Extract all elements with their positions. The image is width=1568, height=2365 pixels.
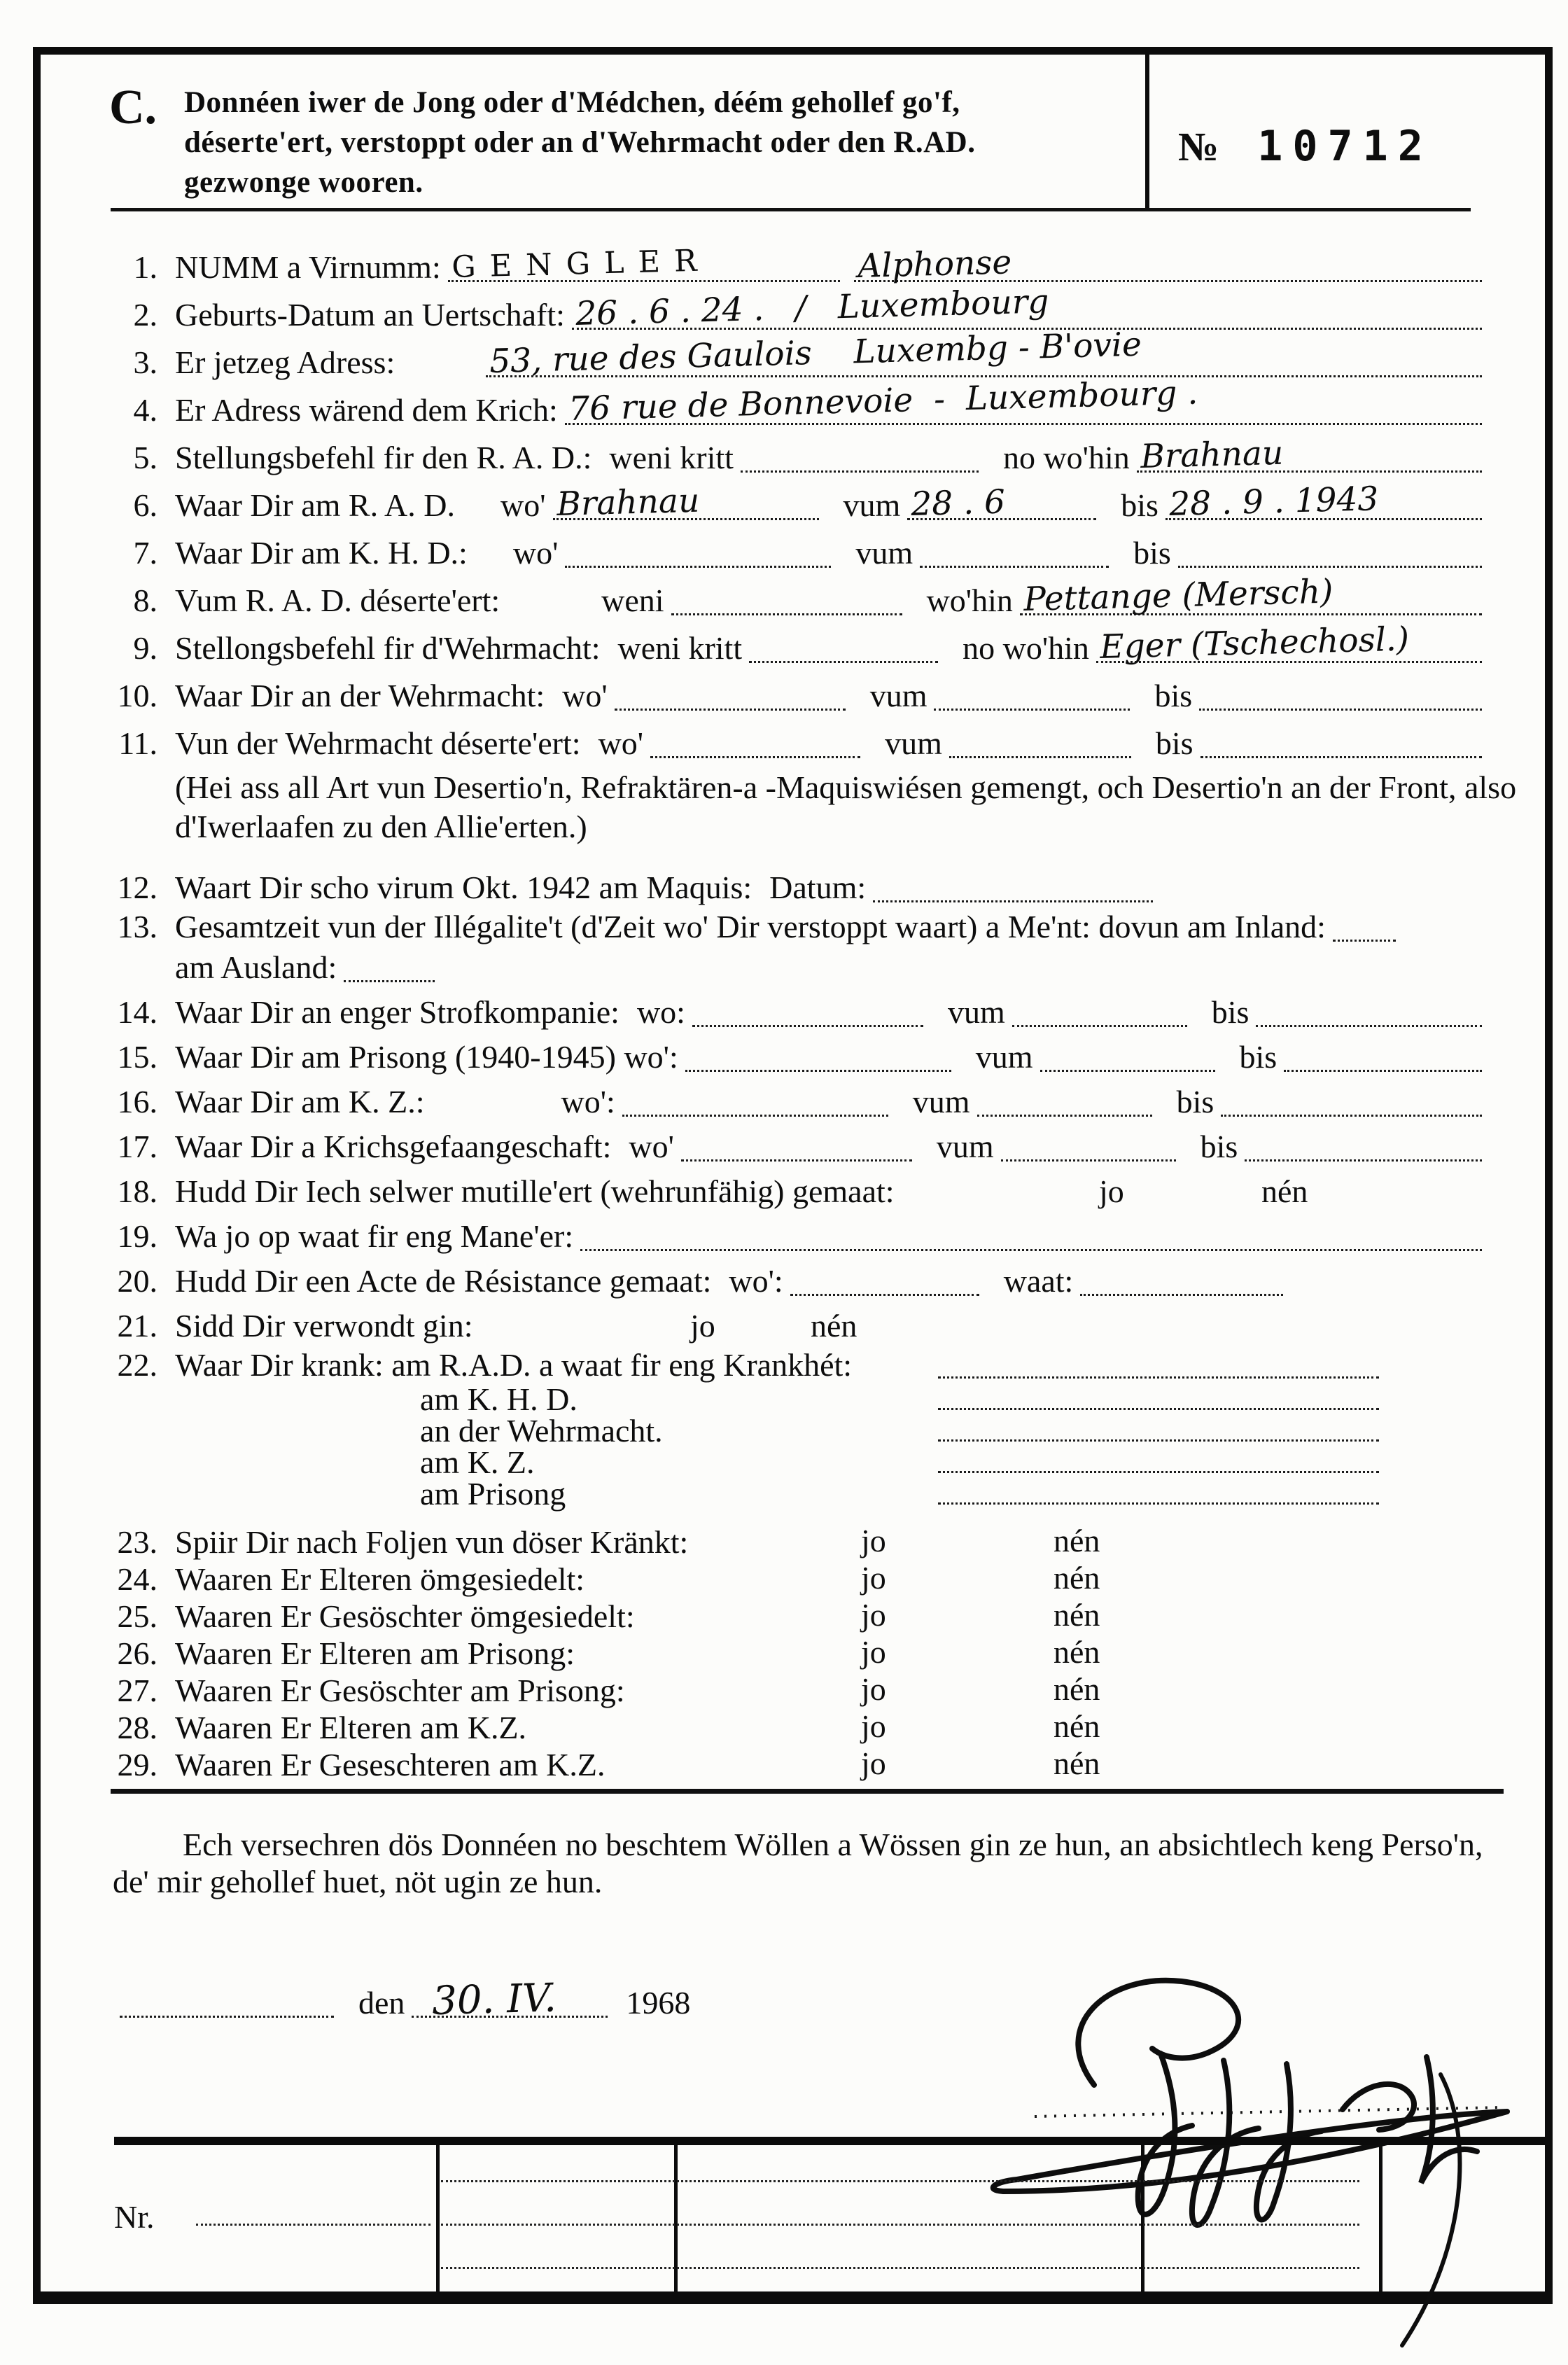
handwritten-date: 30. IV. [431, 1975, 557, 2024]
item-number: 13. [117, 909, 158, 944]
dotted-fill-line [1178, 561, 1482, 568]
item-label: Geburts-Datum an Uertschaft: [175, 297, 565, 333]
handwritten-entry: Brahnau [556, 481, 700, 524]
item-label: am Prisong [420, 1476, 566, 1512]
dotted-fill-line [1137, 433, 1482, 476]
table-top-line [114, 2137, 1545, 2145]
item-label: bis [1133, 535, 1171, 571]
item-number: 24. [117, 1561, 158, 1597]
dotted-fill-line [1200, 752, 1482, 758]
dotted-fill-line [938, 1435, 1379, 1442]
item-label: Waaren Er Geseschteren am K.Z. [175, 1747, 606, 1783]
item-label: wo: [636, 994, 685, 1030]
dotted-fill-line [1080, 1290, 1283, 1296]
jo-option: jo [861, 1671, 886, 1707]
item-number: 22. [117, 1347, 158, 1383]
item-number: 7. [133, 535, 158, 571]
form-item-row [41, 432, 1489, 480]
dotted-fill-line [907, 482, 1096, 524]
item-label: Waaren Er Elteren ömgesiedelt: [175, 1561, 585, 1597]
numero-sign: № [1178, 124, 1219, 169]
jo-option: jo [1099, 1173, 1124, 1209]
item-number: 21. [117, 1308, 158, 1344]
dotted-fill-line [486, 325, 1482, 381]
jo-option: jo [861, 1523, 886, 1558]
dotted-fill-line [1221, 1110, 1482, 1117]
item-number: 27. [117, 1673, 158, 1708]
form-number [1178, 122, 1433, 171]
item-label: vum [975, 1039, 1033, 1075]
jo-option: jo [861, 1708, 886, 1744]
form-item-row [41, 1079, 1489, 1124]
form-number-value: 10712 [1257, 122, 1433, 171]
form-item-row [41, 1523, 1489, 1563]
item-number: 26. [117, 1635, 158, 1671]
item-number: 17. [117, 1129, 158, 1164]
item-label: vum [855, 535, 913, 571]
item-label: weni kritt [609, 440, 734, 475]
item-label: Stellongsbefehl fir d'Wehrmacht: [175, 630, 601, 666]
dotted-fill-line [615, 704, 846, 711]
item-label: Waar Dir an enger Strofkompanie: [175, 994, 620, 1030]
handwritten-entry: 28 . 9 . 1943 [1168, 480, 1379, 524]
item-label: vum [936, 1129, 994, 1164]
nen-option: nén [1054, 1634, 1100, 1670]
declaration-rule [111, 1789, 1504, 1794]
item-label: vum [885, 725, 942, 761]
form-item-row [41, 1708, 1489, 1748]
form-item-row [41, 242, 1489, 289]
item-note: (Hei ass all Art vun Desertio'n, Refraktären-a -Maquiswiésen gemengt, och Desertio'n an der Front, also d'Iwerlaafen zu den Allie'erten.) [175, 769, 1517, 844]
nen-option: nén [1054, 1523, 1100, 1558]
table-vertical-line [1379, 2145, 1382, 2291]
dotted-fill-line [1245, 1155, 1482, 1161]
item-number: 1. [133, 249, 158, 285]
handwritten-entry: Eger (Tschechosl.) [1099, 620, 1410, 667]
dotted-fill-line [1020, 572, 1482, 619]
jo-option: jo [861, 1745, 886, 1781]
dotted-fill-line [1333, 935, 1396, 942]
dotted-fill-line [1040, 1066, 1215, 1072]
form-item-row [41, 1034, 1489, 1079]
dotted-fill-line [1012, 1021, 1187, 1027]
item-number: 25. [117, 1598, 158, 1634]
item-label: wo' [629, 1129, 674, 1164]
item-number: 4. [133, 392, 158, 428]
item-label: Vun der Wehrmacht déserte'ert: [175, 725, 581, 761]
form-item-row [41, 1213, 1489, 1258]
dotted-fill-line [685, 1066, 951, 1072]
dotted-fill-line [1256, 1021, 1482, 1027]
header-intro: Donnéen iwer de Jong oder d'Médchen, déém gehollef go'f, déserte'ert, verstoppt oder an d'Wehrmacht oder den R.AD. gezwonge wooren. [184, 86, 976, 199]
item-label: am Ausland: [175, 949, 337, 985]
item-label: wo' [500, 487, 546, 523]
item-label: Stellungsbefehl fir den R. A. D.: [175, 440, 592, 475]
dotted-fill-line [344, 976, 435, 982]
dotted-fill-line [938, 1467, 1379, 1473]
form-item-row [41, 1124, 1489, 1168]
nen-option: nén [1054, 1671, 1100, 1707]
handwritten-entry: 28 . 6 [910, 482, 1006, 524]
item-label: Waaren Er Elteren am Prisong: [175, 1635, 575, 1671]
item-label: vum [869, 678, 927, 713]
item-label: Waar Dir krank: am R.A.D. a waat fir eng Krankhét: [175, 1347, 853, 1383]
item-number: 14. [117, 994, 158, 1030]
form-item-row [41, 1597, 1489, 1637]
dotted-fill-line [977, 1110, 1152, 1117]
form-item-row [41, 1303, 1489, 1348]
dotted-fill-line [120, 2011, 334, 2018]
dotted-fill-line [671, 609, 902, 615]
form-item-row [41, 989, 1489, 1034]
form-items [41, 242, 1545, 1785]
item-number: 11. [118, 725, 158, 761]
nen-option: nén [1054, 1708, 1100, 1744]
handwritten-entry: Pettange (Mersch) [1023, 572, 1334, 619]
nen-option: nén [811, 1308, 858, 1344]
dotted-fill-line [873, 896, 1153, 902]
item-number: 12. [117, 870, 158, 905]
table-dotted-line [441, 2180, 1359, 2182]
dotted-fill-line [938, 1498, 1379, 1505]
handwritten-entry: 53, rue des Gaulois Luxembg - B'ovie [489, 325, 1142, 381]
table-dotted-line [441, 2267, 1359, 2269]
dotted-fill-line [1166, 480, 1482, 524]
table-vertical-line [1141, 2145, 1144, 2291]
dotted-fill-line [650, 752, 860, 758]
dotted-fill-line [565, 561, 831, 568]
form-item-row [41, 282, 1489, 337]
item-label: Waar Dir am K. H. D.: [175, 535, 468, 571]
item-number: 29. [117, 1747, 158, 1783]
form-item-row [41, 373, 1489, 432]
date-den-label: den [358, 1985, 405, 2021]
form-item-subrow [41, 1381, 1489, 1418]
dotted-fill-line [938, 1404, 1379, 1410]
dotted-fill-line [854, 243, 1482, 286]
item-number: 8. [133, 582, 158, 618]
item-label: wo'hin [926, 582, 1013, 618]
item-label: Er Adress wärend dem Krich: [175, 392, 558, 428]
dotted-fill-line [1199, 704, 1482, 711]
item-label: bis [1200, 1129, 1238, 1164]
item-label: Sidd Dir verwondt gin: [175, 1308, 473, 1344]
item-number: 23. [117, 1524, 158, 1560]
item-label: no wo'hin [1002, 440, 1130, 475]
item-number: 10. [117, 678, 158, 713]
item-label: Wa jo op waat fir eng Mane'er: [175, 1218, 574, 1254]
form-item-row [41, 670, 1489, 718]
dotted-fill-line [1096, 620, 1482, 667]
item-label: Datum: [769, 870, 867, 905]
declaration-text: Ech versechren dös Donnéen no beschtem Wöllen a Wössen gin ze hun, an absichtlech keng Perso'n, de' mir gehollef huet, nöt ugin ze hun. [113, 1827, 1483, 1899]
dotted-fill-line [1001, 1155, 1176, 1161]
jo-option: jo [861, 1560, 886, 1596]
item-number: 9. [133, 630, 158, 666]
form-item-row [41, 325, 1489, 384]
item-label: vum [843, 487, 901, 523]
item-number: 18. [117, 1173, 158, 1209]
dotted-fill-line [692, 1021, 923, 1027]
form-item-row [41, 909, 1489, 949]
dotted-fill-line [749, 657, 938, 663]
jo-option: jo [861, 1597, 886, 1633]
form-item-row [41, 1258, 1489, 1303]
form-item-row [41, 572, 1489, 622]
nen-option: nén [1054, 1560, 1100, 1596]
item-label: Waaren Er Gesöschter am Prisong: [175, 1673, 625, 1708]
item-label: Waar Dir am Prisong (1940-1945) wo': [175, 1039, 678, 1075]
form-item-row [41, 1560, 1489, 1600]
form-item-row [41, 527, 1489, 575]
item-number: 5. [133, 440, 158, 475]
handwritten-entry: 76 rue de Bonnevoie - Luxembourg . [568, 373, 1198, 428]
item-label: Waar Dir a Krichsgefaangeschaft: [175, 1129, 612, 1164]
item-number: 20. [117, 1263, 158, 1299]
item-label: vum [947, 994, 1005, 1030]
form-item-row [41, 863, 1489, 909]
item-label: wo': [561, 1084, 615, 1119]
jo-option: jo [861, 1634, 886, 1670]
item-label: Waar Dir an der Wehrmacht: [175, 678, 545, 713]
header-rule [111, 208, 1471, 211]
item-label: wo': [729, 1263, 783, 1299]
table-vertical-line [436, 2145, 440, 2291]
form-item-row [41, 1168, 1489, 1213]
dotted-fill-line [790, 1290, 979, 1296]
header-divider [1145, 47, 1149, 209]
form-item-subrow [41, 1413, 1489, 1450]
item-number: 2. [133, 297, 158, 333]
item-label: Hudd Dir Iech selwer mutille'ert (wehrunfähig) gemaat: [175, 1173, 895, 1209]
form-item-row [41, 1671, 1489, 1711]
handwritten-entry: GENGLER [451, 243, 711, 285]
item-label: bis [1211, 994, 1250, 1030]
table-vertical-line [674, 2145, 678, 2291]
nen-option: nén [1054, 1745, 1100, 1781]
item-label: wo' [512, 535, 559, 571]
form-item-row [41, 718, 1489, 765]
section-letter: C. [109, 81, 158, 134]
form-page-frame [33, 47, 1553, 2304]
item-label: Vum R. A. D. déserte'ert: [175, 582, 500, 618]
bottom-table [41, 2137, 1545, 2291]
item-label: Waart Dir scho virum Okt. 1942 am Maquis: [175, 870, 752, 905]
item-label: no wo'hin [962, 630, 1089, 666]
item-label: wo' [562, 678, 608, 713]
item-label: Waaren Er Gesöschter ömgesiedelt: [175, 1598, 635, 1634]
date-year: 1968 [626, 1985, 691, 2021]
form-item-subrow [41, 1476, 1489, 1513]
form-item-subrow [41, 1444, 1489, 1481]
item-label: bis [1121, 487, 1158, 523]
form-item-row [41, 949, 1489, 989]
form-item-row [41, 480, 1489, 527]
item-number: 15. [117, 1039, 158, 1075]
form-item-row [41, 1745, 1489, 1785]
date-line [113, 1969, 691, 2024]
table-dotted-line [196, 2224, 430, 2226]
item-label: Er jetzeg Adress: [175, 344, 396, 380]
form-item-row [41, 1348, 1489, 1387]
item-number: 6. [133, 487, 158, 523]
item-label: NUMM a Virnumm: [175, 249, 441, 285]
item-number: 19. [117, 1218, 158, 1254]
dotted-fill-line [938, 1372, 1379, 1379]
table-dotted-line [441, 2224, 1359, 2226]
dotted-fill-line [622, 1110, 888, 1117]
form-item-row [41, 1634, 1489, 1674]
dotted-fill-line [920, 561, 1109, 568]
item-label: Waar Dir am R. A. D. [175, 487, 455, 523]
item-label: Hudd Dir een Acte de Résistance gemaat: [175, 1263, 712, 1299]
item-label: Waaren Er Elteren am K.Z. [175, 1710, 527, 1745]
item-label: Spiir Dir nach Foljen vun döser Kränkt: [175, 1524, 689, 1560]
handwritten-entry: Brahnau [1140, 433, 1284, 476]
nr-label: Nr. [114, 2199, 155, 2235]
item-label: weni [601, 582, 664, 618]
nen-option: nén [1261, 1173, 1308, 1209]
dotted-fill-line [741, 466, 979, 473]
dotted-fill-line [681, 1155, 912, 1161]
item-label: wo' [598, 725, 644, 761]
item-number: 3. [133, 344, 158, 380]
item-label: am K. Z. [420, 1444, 535, 1480]
dotted-fill-line [448, 243, 840, 285]
dotted-fill-line [565, 373, 1482, 428]
item-number: 16. [117, 1084, 158, 1119]
item-label: an der Wehrmacht. [420, 1413, 663, 1449]
nen-option: nén [1054, 1597, 1100, 1633]
jo-option: jo [690, 1308, 715, 1344]
item-number: 28. [117, 1710, 158, 1745]
item-label: vum [912, 1084, 970, 1119]
item-label: waat: [1003, 1263, 1074, 1299]
handwritten-entry: Alphonse [857, 243, 1012, 286]
item-label: Gesamtzeit vun der Illégalite't (d'Zeit wo' Dir verstoppt waart) a Me'nt: dovun am Inland: [175, 909, 1326, 944]
item-label: bis [1155, 725, 1194, 761]
dotted-fill-line [553, 481, 819, 524]
item-label: am K. H. D. [420, 1381, 578, 1417]
dotted-fill-line [1284, 1066, 1482, 1072]
item-label: bis [1154, 678, 1193, 713]
item-label: bis [1176, 1084, 1214, 1119]
handwritten-entry: 26 . 6 . 24 . / Luxembourg [575, 282, 1049, 333]
dotted-fill-line [949, 752, 1131, 758]
dotted-fill-line [412, 1975, 608, 2024]
dotted-fill-line [580, 1245, 1482, 1251]
item-label: weni kritt [617, 630, 743, 666]
item-label: bis [1239, 1039, 1278, 1075]
form-item-row [41, 622, 1489, 670]
item-label: Waar Dir am K. Z.: [175, 1084, 425, 1119]
dotted-fill-line [934, 704, 1130, 711]
